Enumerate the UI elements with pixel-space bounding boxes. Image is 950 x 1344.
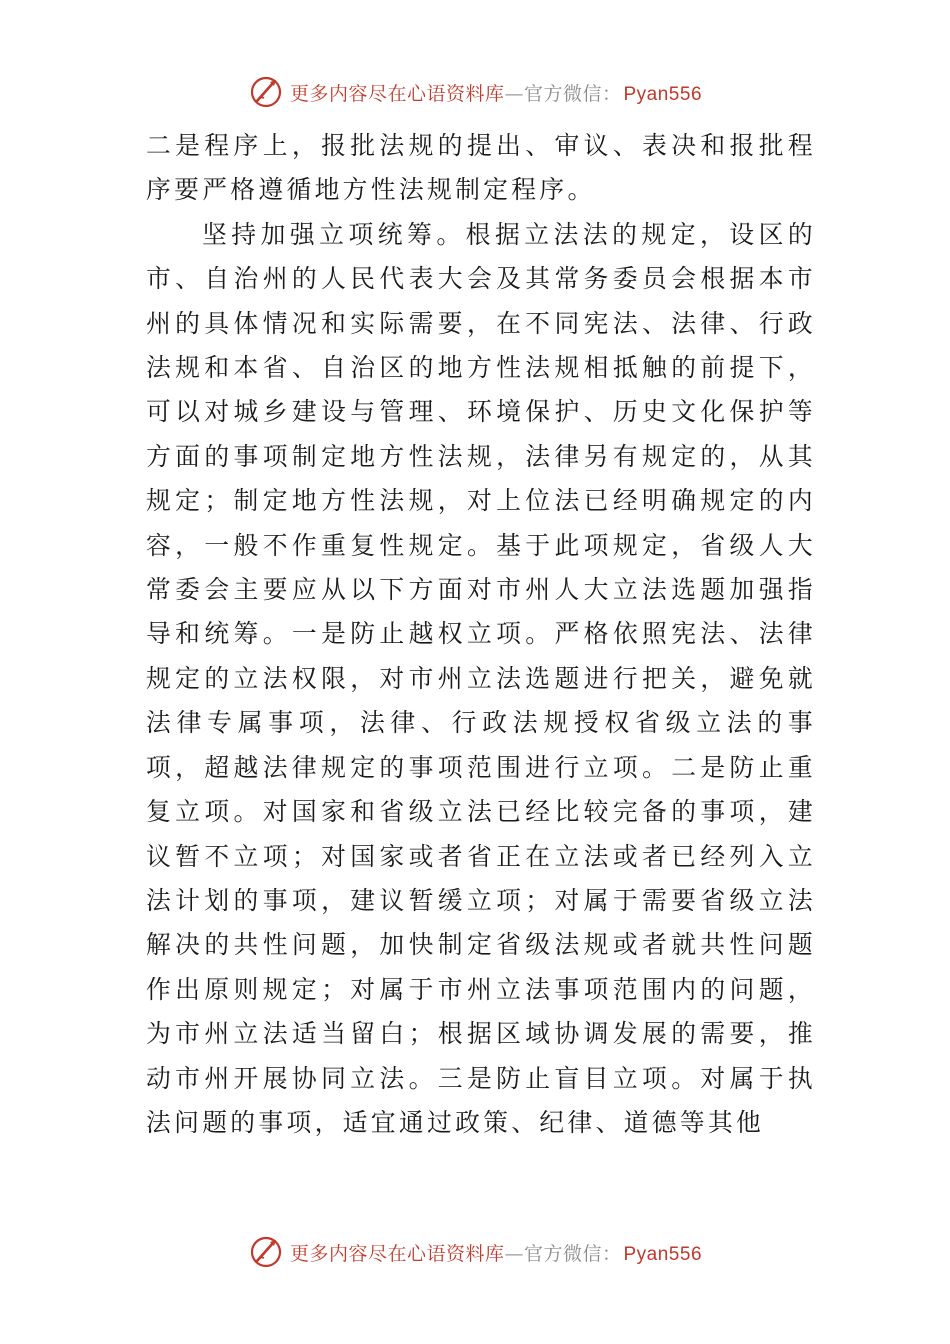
footer-text [290, 1239, 702, 1266]
pen-circle-logo-icon [248, 74, 284, 110]
header-banner [0, 70, 950, 114]
footer-wechat-label: 官方微信： [523, 1242, 622, 1265]
header-separator: — [504, 82, 524, 105]
body-paragraph-1: 二是程序上，报批法规的提出、审议、表决和报批程序要严格遵循地方性法规制定程序。 [146, 131, 816, 205]
footer-brand: 更多内容尽在心语资料库 [289, 1242, 505, 1265]
body-paragraph-2: 坚持加强立项统筹。根据立法法的规定，设区的市、自治州的人民代表大会及其常务委员会根据本市州的具体情况和实际需要，在不同宪法、法律、行政法规和本省、自治区的地方性法规相抵触的前提下，可以对城乡建设与管理、环境保护、历史文化保护等方面的事项制定地方性法规，法律另有规定的，从其规定；制定地方性法规，对上位法已经明确规定的内容，一般不作重复性规定。基于此项规定，省级人大常委会主要应从以下方面对市州人大立法选题加强指导和统筹。一是防止越权立项。严格依照宪法、法律规定的立法权限，对市州立法选题进行把关，避免就法律专属事项，法律、行政法规授权省级立法的事项，超越法律规定的事项范围进行立项。二是防止重复立项。对国家和省级立法已经比较完备的事项，建议暂不立项；对国家或者省正在立法或者已经列入立法计划的事项，建议暂缓立项；对属于需要省级立法解决的共性问题，加快制定省级法规或者就共性问题作出原则规定；对属于市州立法事项范围内的问题，为市州立法适当留白；根据区域协调发展的需要，推动市州开展协同立法。三是防止盲目立项。对属于执法问题的事项，适宜通过政策、纪律、道德等其他 [146, 219, 816, 1137]
header-brand: 更多内容尽在心语资料库 [289, 82, 505, 105]
footer-banner [0, 1230, 950, 1274]
footer-wechat-id: Pyan556 [623, 1243, 703, 1265]
header-wechat-label: 官方微信： [523, 82, 622, 105]
header-text [290, 79, 702, 106]
pen-circle-logo-icon [248, 1234, 284, 1270]
document-body [146, 124, 816, 1145]
footer-separator: — [504, 1242, 524, 1265]
header-wechat-id: Pyan556 [623, 83, 703, 105]
